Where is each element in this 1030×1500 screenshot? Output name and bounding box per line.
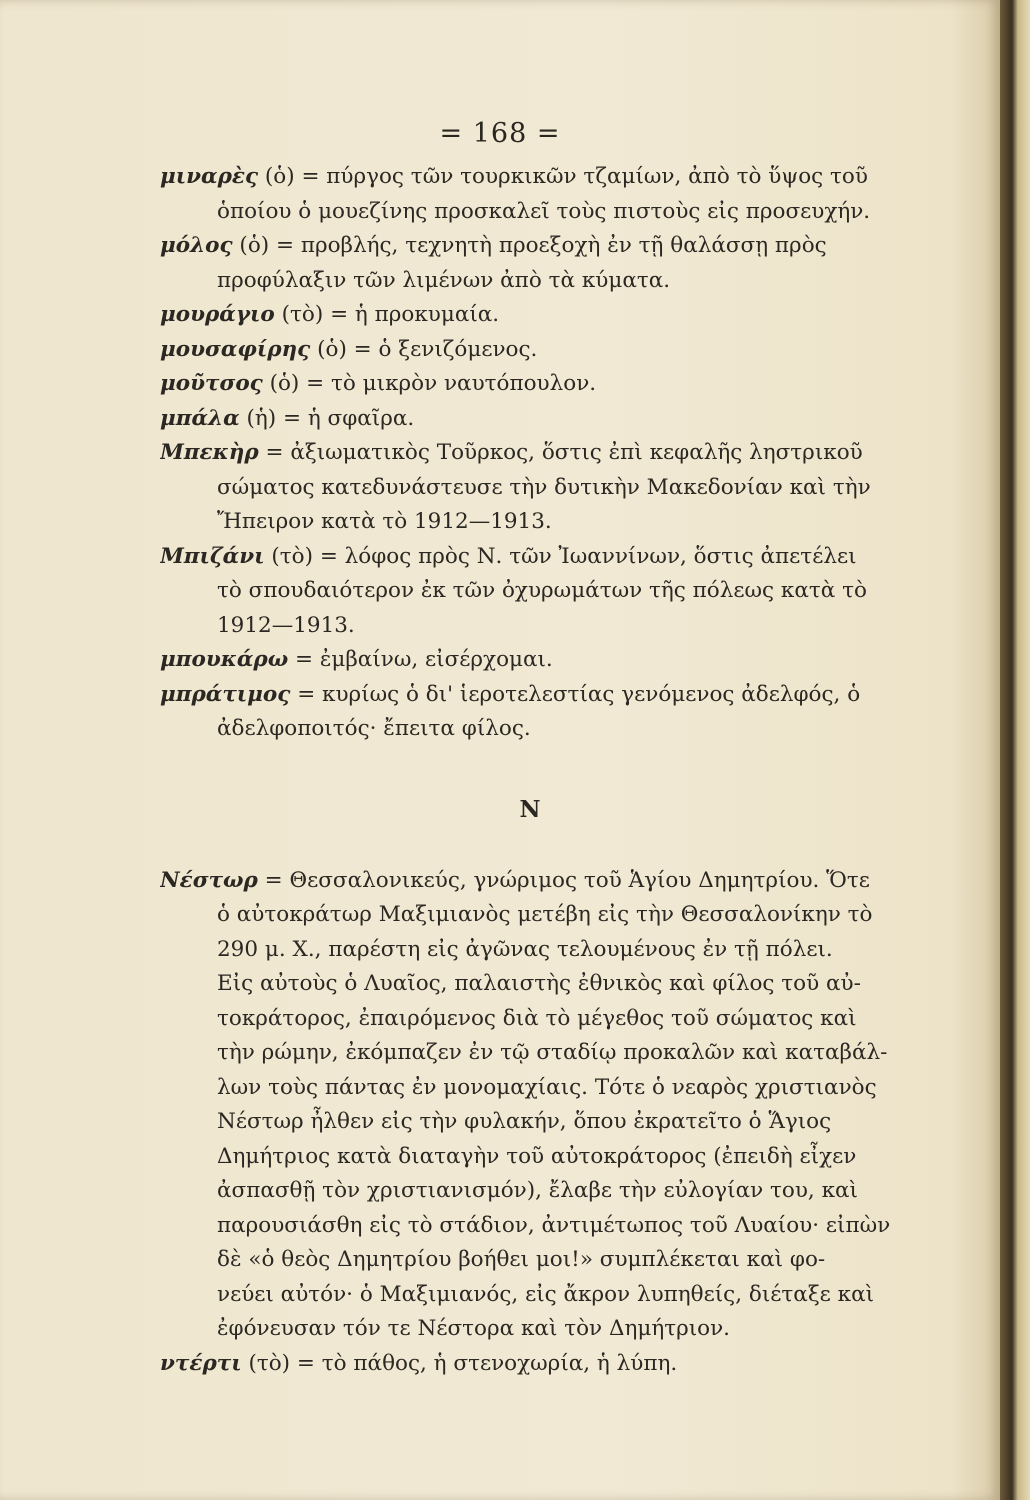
entry-line: 290 μ. Χ., παρέστη εἰς ἀγῶνας τελουμένους ἐν τῇ πόλει. [217, 936, 833, 962]
section-letter: N [519, 795, 541, 823]
entry-line: σώματος κατεδυνάστευσε τὴν δυτικὴν Μακεδονίαν καὶ τὴν [217, 474, 871, 500]
entry-line: μπράτιμος = κυρίως ὁ δι' ἱεροτελεστίας γενόμενος ἀδελφός, ὁ [160, 681, 861, 707]
dictionary-text [160, 160, 930, 1381]
entry-line: ἀδελφοποιτός· ἔπειτα φίλος. [217, 716, 531, 741]
headword: μουράγιο [160, 302, 275, 327]
entry-line: Εἰς αὐτοὺς ὁ Λυαῖος, παλαιστὴς ἐθνικὸς καὶ φίλος τοῦ αὐ- [217, 971, 861, 996]
entry-line: Ἤπειρον κατὰ τὸ 1912—1913. [217, 509, 552, 534]
spacer [160, 837, 930, 864]
entry-line: παρουσιάσθη εἰς τὸ στάδιον, ἀντιμέτωπος τοῦ Λυαίου· εἰπὼν [217, 1212, 891, 1238]
spacer [160, 747, 930, 783]
entry-line: Μπεκὴρ = ἀξιωματικὸς Τοῦρκος, ὅστις ἐπὶ κεφαλῆς ληστρικοῦ [160, 440, 863, 465]
entry-line: τοκράτορος, ἐπαιρόμενος διὰ τὸ μέγεθος τοῦ σώματος καὶ [217, 1005, 857, 1031]
entry-line: μόλος (ὁ) = προβλής, τεχνητὴ προεξοχὴ ἐν τῇ θαλάσσῃ πρὸς [160, 233, 827, 258]
entry-line: προφύλαξιν τῶν λιμένων ἀπὸ τὰ κύματα. [217, 267, 671, 293]
headword: μπράτιμος [160, 681, 291, 707]
entry-line: μιναρὲς (ὁ) = πύργος τῶν τουρκικῶν τζαμίων, ἀπὸ τὸ ὕψος τοῦ [160, 164, 868, 189]
headword: μπουκάρω [160, 647, 289, 672]
book-binding-edge [1000, 0, 1030, 1500]
entry-line: ἐφόνευσαν τόν τε Νέστορα καὶ τὸν Δημήτριον. [217, 1316, 731, 1341]
entry-line: Μπιζάνι (τὸ) = λόφος πρὸς Ν. τῶν Ἰωαννίνων, ὅστις ἀπετέλει [160, 543, 857, 569]
entry-line: ντέρτι (τὸ) = τὸ πάθος, ἡ στενοχωρία, ἡ λύπη. [160, 1350, 678, 1376]
headword: Μπιζάνι [160, 543, 265, 569]
entry-line: Νέστωρ ἦλθεν εἰς τὴν φυλακήν, ὅπου ἐκρατεῖτο ὁ Ἅγιος [217, 1109, 832, 1134]
headword: Μπεκὴρ [160, 440, 259, 465]
entry-line: νεύει αὐτόν· ὁ Μαξιμιανός, εἰς ἄκρον λυπηθείς, διέταξε καὶ [217, 1281, 875, 1307]
entry-line: Νέστωρ = Θεσσαλονικεύς, γνώριμος τοῦ Ἁγίου Δημητρίου. Ὅτε [160, 867, 870, 893]
entry-line: μοῦτσος (ὁ) = τὸ μικρὸν ναυτόπουλον. [160, 371, 597, 396]
entry-line: Δημήτριος κατὰ διαταγὴν τοῦ αὐτοκράτορος (ἐπειδὴ εἶχεν [217, 1143, 857, 1169]
entry-line: μπάλα (ἡ) = ἡ σφαῖρα. [160, 405, 415, 431]
headword: μουσαφίρης [160, 336, 311, 362]
entry-line: λων τοὺς πάντας ἐν μονομαχίαις. Τότε ὁ νεαρὸς χριστιανὸς [217, 1074, 877, 1100]
headword: μοῦτσος [160, 371, 263, 396]
entry-line: ἀσπασθῇ τὸν χριστιανισμόν), ἔλαβε τὴν εὐλογίαν του, καὶ [217, 1178, 858, 1203]
entry-line: τὸ σπουδαιότερον ἐκ τῶν ὀχυρωμάτων τῆς πόλεως κατὰ τὸ [217, 578, 867, 603]
headword: ντέρτι [160, 1350, 242, 1376]
entry-line: ὁποίου ὁ μουεζίνης προσκαλεῖ τοὺς πιστοὺς εἰς προσευχήν. [217, 198, 871, 224]
entry-line: μουράγιο (τὸ) = ἡ προκυμαία. [160, 302, 500, 327]
entry-line: δὲ «ὁ θεὸς Δημητρίου βοήθει μοι!» συμπλέκεται καὶ φο- [217, 1247, 826, 1272]
headword: Νέστωρ [160, 867, 258, 893]
entry-line: τὴν ρώμην, ἐκόμπαζεν ἐν τῷ σταδίῳ προκαλῶν καὶ καταβάλ- [217, 1040, 888, 1065]
entry-line: 1912—1913. [217, 612, 355, 638]
headword: μόλος [160, 233, 233, 258]
headword: μπάλα [160, 405, 240, 431]
entry-line: μπουκάρω = ἐμβαίνω, εἰσέρχομαι. [160, 647, 553, 672]
entry-line: μουσαφίρης (ὁ) = ὁ ξενιζόμενος. [160, 336, 538, 362]
entry-line: ὁ αὐτοκράτωρ Μαξιμιανὸς μετέβη εἰς τὴν Θεσσαλονίκην τὸ [217, 902, 873, 927]
headword: μιναρὲς [160, 164, 259, 189]
page-number: = 168 = [439, 118, 561, 149]
